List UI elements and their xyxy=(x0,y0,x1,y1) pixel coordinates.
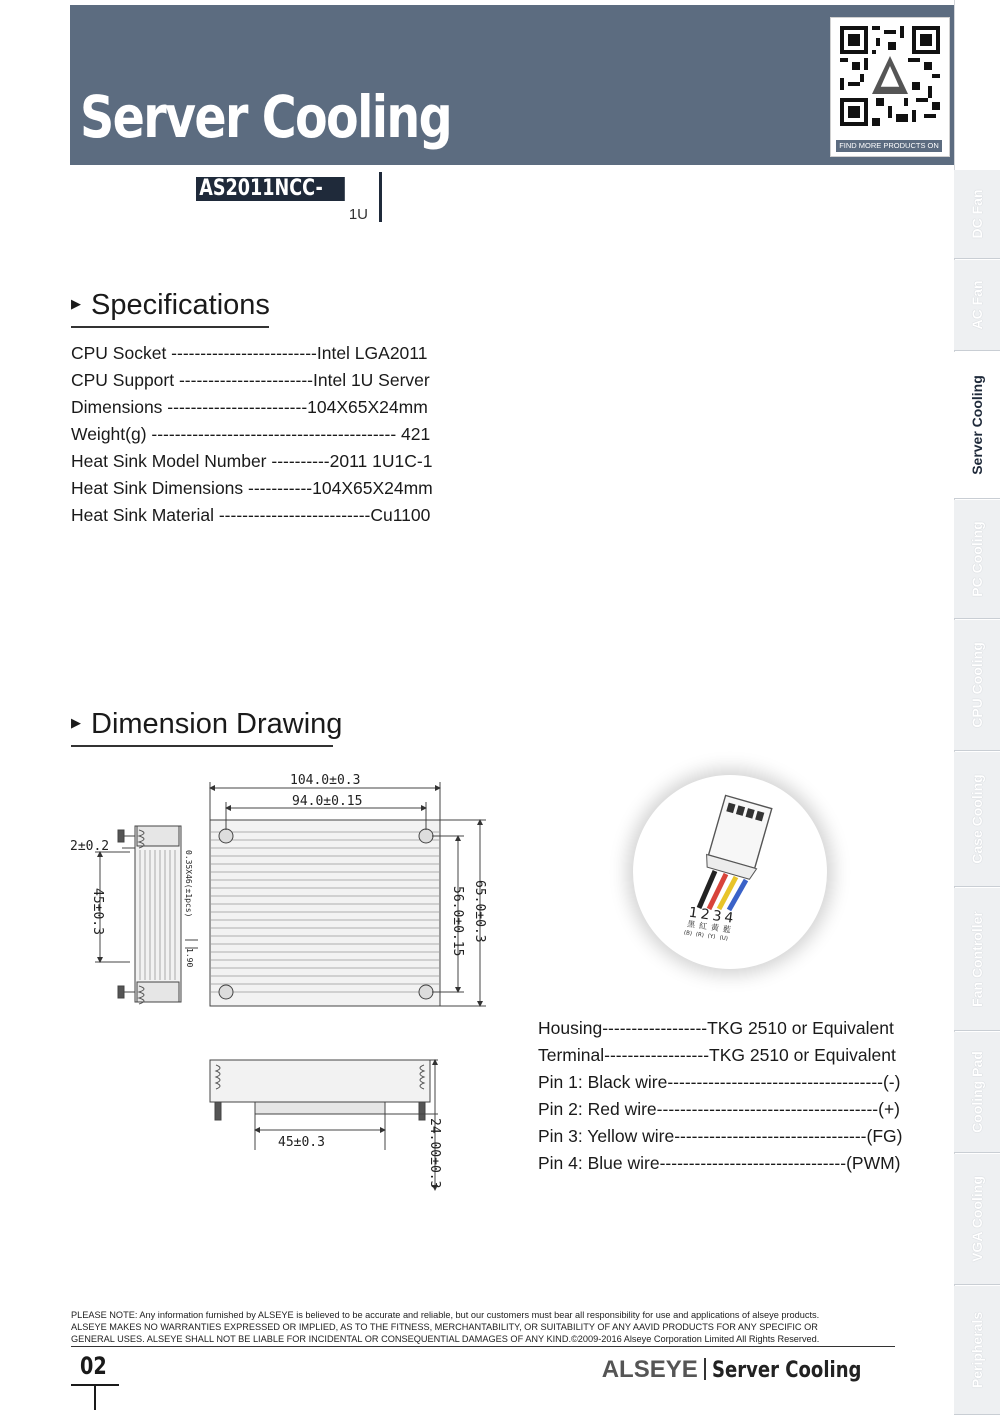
pin-number-2: 2 xyxy=(699,906,711,924)
spec-row: Weight(g) ------------------------------------------ 421 xyxy=(71,424,431,444)
spec-row: Dimensions ------------------------104X65X24mm xyxy=(71,397,428,417)
pin-code-3: (Y) xyxy=(707,933,716,941)
dimension-drawing-underline xyxy=(71,745,333,747)
page-number: 02 xyxy=(80,1352,107,1380)
dim-side-height: 45±0.3 xyxy=(90,888,105,935)
qr-code[interactable] xyxy=(830,17,950,157)
disclaimer-line: PLEASE NOTE: Any information furnished by ALSEYE is believed to be accurate and reliable, but our customers must bear all responsibility for use and applications of alseye products. xyxy=(71,1310,820,1320)
pin-number-1: 1 xyxy=(687,904,699,922)
pinout-row: Terminal------------------TKG 2510 or Equivalent xyxy=(538,1045,896,1065)
dim-fin-pitch: 1.90 xyxy=(185,948,194,968)
spec-row: CPU Support -----------------------Intel 1U Server xyxy=(71,370,430,390)
disclaimer-line: GENERAL USES. ALSEYE SHALL NOT BE LIABLE FOR INCIDENTAL OR CONSEQUENTIAL DAMAGES OF ANY KIND.©2009-2016 Alseye Corporation Limited All Rights Reserved. xyxy=(71,1334,820,1344)
pinout-row: Pin 3: Yellow wire---------------------------------(FG) xyxy=(538,1126,903,1146)
connector-illustration xyxy=(633,775,827,969)
tab-label: VGA Cooling xyxy=(969,1176,985,1262)
dim-hole-spacing-y: 56.0±0.15 xyxy=(450,886,465,957)
spec-list xyxy=(71,340,471,529)
qr-code-icon xyxy=(840,26,940,126)
specifications-underline xyxy=(71,326,269,328)
tab-label: Cooling Pad xyxy=(969,1051,985,1133)
spec-row: Heat Sink Model Number ----------2011 1U1C-1 xyxy=(71,451,433,471)
pin-code-1: (B) xyxy=(683,930,693,938)
screw-hole xyxy=(419,829,433,843)
qr-caption: FIND MORE PRODUCTS ON xyxy=(836,140,942,152)
pinout-row: Pin 1: Black wire-------------------------------------(-) xyxy=(538,1072,901,1092)
dim-overall-depth: 65.0±0.3 xyxy=(472,880,487,943)
pin-cn-1: 黑 xyxy=(686,919,696,930)
fan-connector-icon xyxy=(633,775,827,969)
tab-label: Server Cooling xyxy=(969,375,985,475)
heatsink-side-view xyxy=(135,826,181,1002)
tab-cooling-pad[interactable] xyxy=(954,1032,1000,1153)
tab-label: CPU Cooling xyxy=(969,642,985,728)
dim-bottom-width: 45±0.3 xyxy=(278,1135,325,1150)
pinout-row: Pin 2: Red wire--------------------------------------(+) xyxy=(538,1099,900,1119)
pin-number-3: 3 xyxy=(711,907,723,926)
footer-brand xyxy=(602,1356,894,1384)
disclaimer-line: ALSEYE MAKES NO WARRANTIES EXPRESSED OR IMPLIED, AS TO THE FITNESS, MERCHANTABILITY, OR SUITABILITY OF ANY AAVID PRODUCTS FOR ANY SPECIFIC OR xyxy=(71,1322,818,1332)
brand-category: Server Cooling xyxy=(711,1358,862,1383)
specifications-heading xyxy=(71,289,270,322)
form-factor: 1U xyxy=(348,206,368,223)
dim-side-offset: 2±0.2 xyxy=(70,839,110,854)
pin-cn-2: 紅 xyxy=(698,921,708,932)
tab-label: PC Cooling xyxy=(969,521,985,597)
spec-row: Heat Sink Material --------------------------Cu1100 xyxy=(71,505,431,525)
header-banner xyxy=(70,5,955,165)
triangle-bullet-icon: ▶ xyxy=(71,296,81,311)
dimension-drawing xyxy=(60,760,500,1200)
pin-code-4: (U) xyxy=(719,935,729,943)
screw-hole xyxy=(419,985,433,999)
tab-dc-fan[interactable] xyxy=(954,170,1000,259)
tab-label: Fan Controller xyxy=(969,911,985,1007)
pinout-row: Pin 4: Blue wire--------------------------------(PWM) xyxy=(538,1153,901,1173)
brand-logo: ALSEYE xyxy=(601,1356,698,1383)
heatsink-front-view xyxy=(210,1060,430,1102)
page-title: Server Cooling xyxy=(80,83,452,151)
side-nav xyxy=(954,170,1000,1414)
tab-label: Peripherals xyxy=(969,1311,985,1389)
disclaimer xyxy=(71,1309,901,1345)
tab-ac-fan[interactable] xyxy=(954,260,1000,351)
dimension-drawing-heading xyxy=(71,708,342,741)
tab-pc-cooling[interactable] xyxy=(954,500,1000,619)
pin-number-4: 4 xyxy=(723,909,735,927)
tab-fan-controller[interactable] xyxy=(954,888,1000,1031)
model-code: AS2011NCC-001 xyxy=(196,177,345,201)
tab-case-cooling[interactable] xyxy=(954,752,1000,887)
tab-peripherals[interactable] xyxy=(954,1286,1000,1415)
tab-label: AC Fan xyxy=(969,280,985,330)
tab-label: DC Fan xyxy=(969,189,985,239)
screw-hole xyxy=(219,829,233,843)
model-divider xyxy=(379,172,382,222)
footer-divider xyxy=(71,1346,895,1347)
fin-lines xyxy=(210,832,440,992)
spec-row: Heat Sink Dimensions -----------104X65X24mm xyxy=(71,478,433,498)
screw-hole xyxy=(219,985,233,999)
dim-hole-spacing-x: 94.0±0.15 xyxy=(292,794,363,809)
triangle-bullet-icon: ▶ xyxy=(71,715,81,730)
tab-cpu-cooling[interactable] xyxy=(954,620,1000,751)
spec-row: CPU Socket -------------------------Intel LGA2011 xyxy=(71,343,428,363)
dimension-drawing-title: Dimension Drawing xyxy=(91,708,343,740)
pin-cn-3: 黃 xyxy=(710,922,720,933)
model-block xyxy=(196,172,382,224)
brand-separator xyxy=(704,1358,706,1380)
pinout-list xyxy=(538,1015,928,1177)
dim-overall-height: 24.00±0.3 xyxy=(427,1118,442,1189)
tab-vga-cooling[interactable] xyxy=(954,1154,1000,1285)
pin-code-2: (R) xyxy=(695,931,705,939)
page-number-tick xyxy=(94,1384,96,1410)
pinout-row: Housing------------------TKG 2510 or Equivalent xyxy=(538,1018,894,1038)
pin-cn-4: 藍 xyxy=(722,924,732,935)
tab-label: Case Cooling xyxy=(969,774,985,864)
dim-fin-spec: 0.35X46(±1pcs) xyxy=(184,850,193,918)
tab-server-cooling[interactable] xyxy=(954,352,1000,499)
specifications-title: Specifications xyxy=(91,289,270,321)
dim-overall-width: 104.0±0.3 xyxy=(290,773,361,788)
